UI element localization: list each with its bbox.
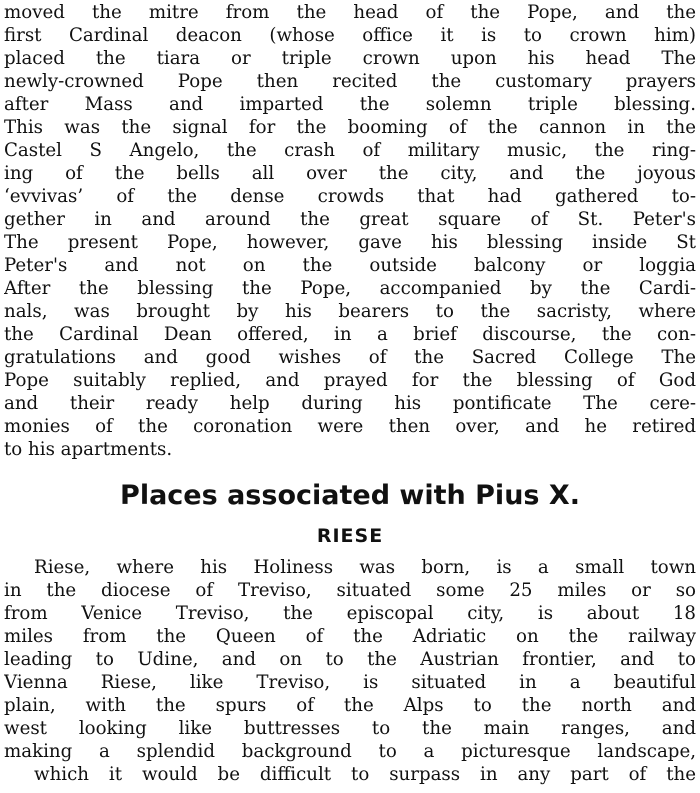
section-heading: Places associated with Pius X.: [120, 480, 580, 511]
text-line: to his apartments.: [4, 439, 173, 460]
text-line: gratulations and good wishes of the Sacred College The: [4, 347, 696, 368]
text-line: and their ready help during his pontificate The cere-: [4, 393, 696, 414]
text-line: nals, was brought by his bearers to the sacristy, where: [4, 301, 696, 322]
text-line: the Cardinal Dean offered, in a brief discourse, the con-: [4, 324, 696, 345]
text-line: monies of the coronation were then over, and he retired: [4, 416, 696, 437]
text-line: After the blessing the Pope, accompanied by the Cardi-: [4, 278, 696, 299]
text-line: This was the signal for the booming of the cannon in the: [4, 117, 696, 138]
text-line: which it would be difficult to surpass in any part of the: [34, 764, 696, 785]
text-line: miles from the Queen of the Adriatic on the railway: [4, 626, 696, 647]
section-subheading: RIESE: [316, 525, 384, 547]
text-line: moved the mitre from the head of the Pope, and the: [4, 2, 696, 23]
text-line: ‘evvivas’ of the dense crowds that had gathered to-: [4, 186, 696, 207]
text-line: leading to Udine, and on to the Austrian frontier, and to: [4, 649, 696, 670]
text-line: west looking like buttresses to the main ranges, and: [4, 718, 696, 739]
text-line: plain, with the spurs of the Alps to the north and: [4, 695, 696, 716]
text-line: after Mass and imparted the solemn triple blessing.: [4, 94, 696, 115]
text-line: newly-crowned Pope then recited the customary prayers: [4, 71, 696, 92]
text-line: Peter's and not on the outside balcony or loggia: [4, 255, 696, 276]
text-line: gether in and around the great square of St. Peter's: [4, 209, 696, 230]
text-line: The present Pope, however, gave his blessing inside St: [4, 232, 696, 253]
text-line: from Venice Treviso, the episcopal city, is about 18: [4, 603, 696, 624]
text-line: Riese, where his Holiness was born, is a small town: [34, 557, 696, 578]
text-line: making a splendid background to a picturesque landscape,: [4, 741, 696, 762]
text-line: placed the tiara or triple crown upon his head The: [4, 48, 696, 69]
text-line: first Cardinal deacon (whose office it is to crown him): [4, 25, 696, 46]
text-line: Castel S Angelo, the crash of military music, the ring-: [4, 140, 696, 161]
text-line: ing of the bells all over the city, and the joyous: [4, 163, 696, 184]
text-line: Vienna Riese, like Treviso, is situated in a beautiful: [4, 672, 696, 693]
text-line: in the diocese of Treviso, situated some 25 miles or so: [4, 580, 696, 601]
text-line: Pope suitably replied, and prayed for the blessing of God: [4, 370, 696, 391]
